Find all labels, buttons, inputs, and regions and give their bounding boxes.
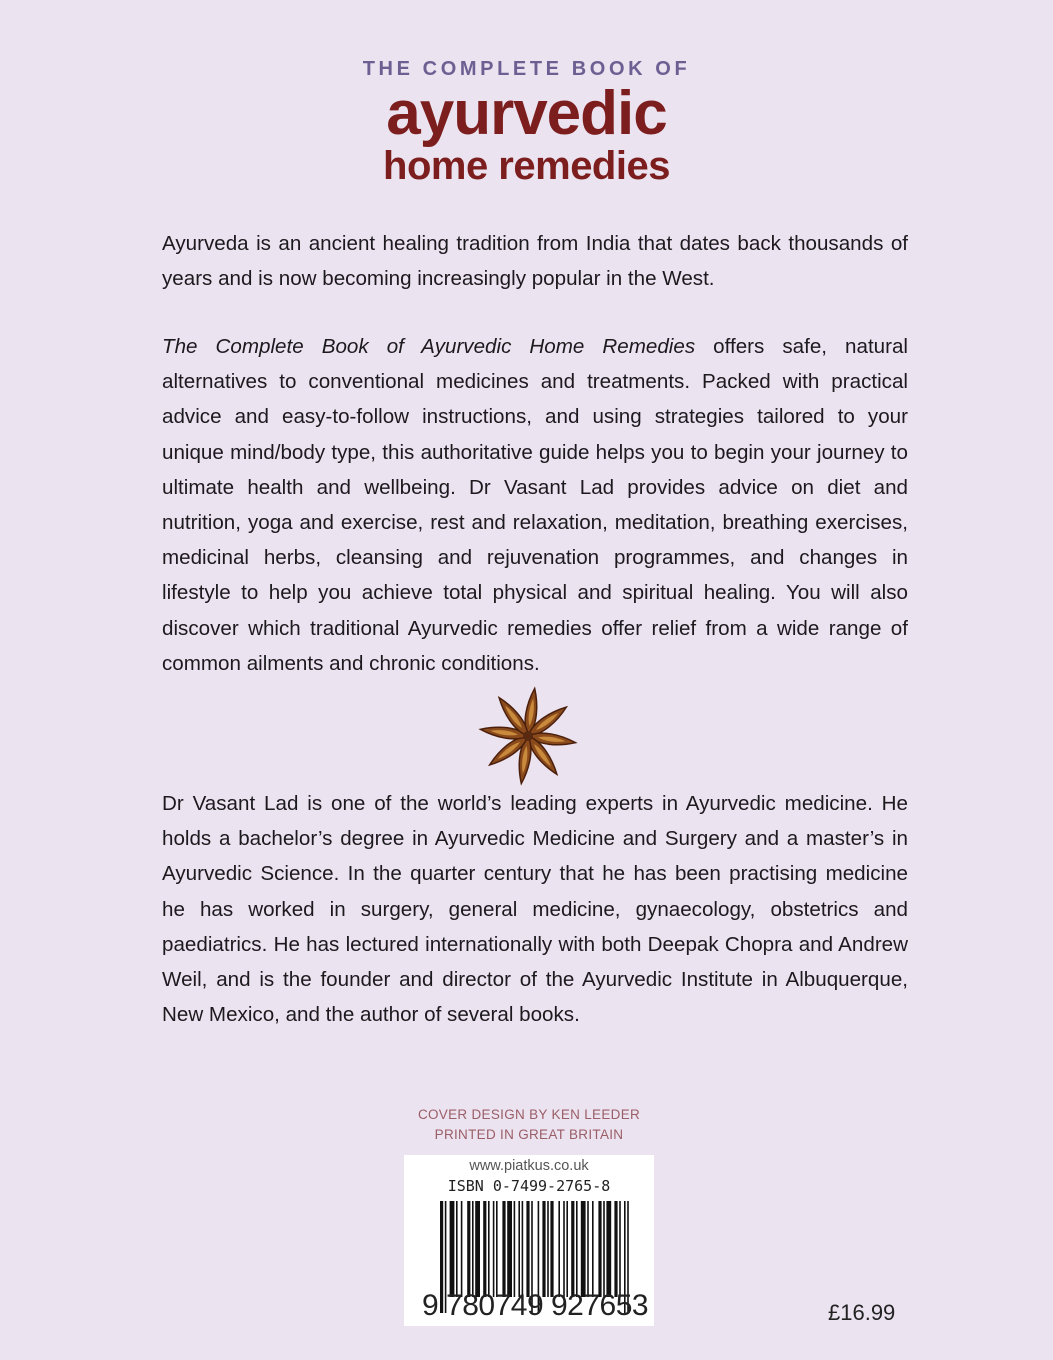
barcode-bar	[563, 1201, 565, 1297]
barcode-bar	[542, 1201, 545, 1297]
barcode-bar	[547, 1201, 549, 1297]
barcode-bar	[493, 1201, 495, 1297]
barcode-bar	[587, 1201, 589, 1297]
barcode-bar	[522, 1201, 524, 1297]
barcode-bar	[456, 1201, 458, 1297]
barcode-bar	[507, 1201, 512, 1297]
barcode-bar	[606, 1201, 611, 1297]
title-ayurvedic: ayurvedic	[386, 79, 667, 148]
barcode-bar	[603, 1201, 605, 1297]
title-home-remedies: home remedies	[383, 144, 670, 188]
barcode-bar	[619, 1201, 621, 1297]
star-anise-icon	[478, 686, 578, 786]
series-heading: THE COMPLETE BOOK OF	[362, 58, 691, 80]
barcode-bar	[467, 1201, 470, 1297]
barcode-label	[404, 1155, 654, 1326]
barcode-bar	[488, 1201, 490, 1297]
barcode-bar	[518, 1201, 520, 1297]
barcode-bar	[472, 1201, 474, 1297]
barcode-bar	[450, 1201, 455, 1297]
barcode-bar	[566, 1201, 568, 1297]
barcode-bar	[483, 1201, 486, 1297]
barcode-bar	[550, 1201, 553, 1297]
barcode-bar	[475, 1201, 480, 1297]
barcode-bar	[571, 1201, 574, 1297]
barcode-bar	[502, 1201, 505, 1297]
isbn-text: ISBN 0-7499-2765-8	[447, 1177, 611, 1195]
barcode-bar	[461, 1201, 463, 1297]
barcode-bar	[496, 1201, 498, 1297]
printed-in-credit: PRINTED IN GREAT BRITAIN	[434, 1127, 624, 1142]
author-bio-paragraph: Dr Vasant Lad is one of the world’s leading experts in Ayurvedic medicine. He holds a bachelor’s degree in Ayurvedic Medicine and Surgery and a master’s in Ayurvedic Science. In the quarter century that he has been practising medicine he has worked in surgery, general medicine, gynaecology, obstetrics and paediatrics. He has lectured internationally with both Deepak Chopra and Andrew Weil, and is the founder and director of the Ayurvedic Institute in Albuquerque, New Mexico, and the author of several books.	[162, 792, 908, 1027]
description-text: offers safe, natural alternatives to conventional medicines and treatments. Packed with practical advice and easy-to-follow instructions, and using strategies tailored to your unique mind/body type, this authoritative guide helps you to begin your journey to ultimate health and wellbeing. Dr Vasant Lad provides advice on diet and nutrition, yoga and exercise, rest and relaxation, meditation, breathing exercises, medicinal herbs, cleansing and rejuvenation programmes, and changes in lifestyle to help you achieve total physical and spiritual healing. You will also discover which traditional Ayurvedic remedies offer relief from a wide range of common ailments and chronic conditions.	[162, 335, 909, 675]
barcode-bar	[526, 1201, 529, 1297]
book-title-italic: The Complete Book of Ayurvedic Home Remedies	[162, 335, 696, 358]
barcode-bar	[592, 1201, 594, 1297]
publisher-url: www.piatkus.co.uk	[469, 1158, 589, 1174]
cover-design-credit: COVER DESIGN BY KEN LEEDER	[417, 1107, 641, 1122]
barcode-bar	[558, 1201, 560, 1297]
ean-number: 9 780749 927653	[422, 1289, 649, 1322]
barcode-bar	[598, 1201, 601, 1297]
description-paragraph	[162, 329, 908, 681]
barcode-bar	[581, 1201, 586, 1297]
barcode-bar	[514, 1201, 516, 1297]
barcode-bar	[576, 1201, 578, 1297]
price: £16.99	[828, 1300, 896, 1325]
barcode-bar	[614, 1201, 617, 1297]
intro-paragraph: Ayurveda is an ancient healing tradition from India that dates back thousands of years and is now becoming increasingly popular in the West.	[162, 232, 908, 291]
